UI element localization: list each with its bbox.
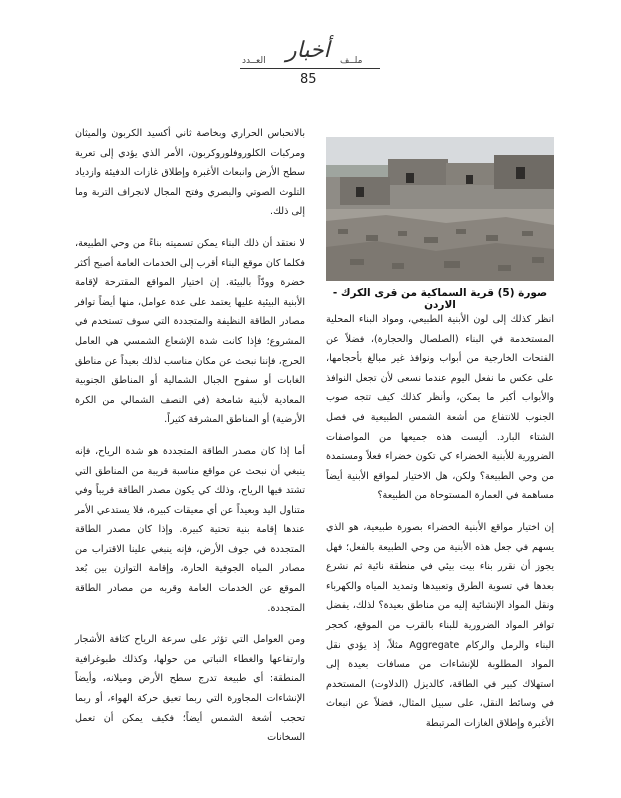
right-text-column [326,310,554,745]
magazine-header [240,36,380,76]
village-photo [326,137,554,281]
header-rule [240,68,380,69]
paragraph: بالانحباس الحراري وبخاصة ثاني أكسيد الكربون والميثان ومركبات الكلوروفلوروكربون، الأمر الذي يؤدي إلى تعرية سطح الأرض وانبعاث الأغبرة وإطلاق غازات الدفيئة وازدياد التلوث الصوتي والبصري وفتح المجال لانجراف التربة وما إلى ذلك. [75,128,305,218]
village-photo-illustration [326,137,554,281]
paragraph: إن اختيار مواقع الأبنية الخضراء بصورة طبيعية، هو الذي يسهم في جعل هذه الأبنية من وحي الطبيعة بالفعل؛ فهل يجوز أن نقرر بناء بيت بيئي في منطقة نائية ثم نشرع بعدها في تسوية الطرق وتعبيدها وتمديد المياه والكهرباء ونقل المواد الإنشائية إليه من مناطق بعيدة؟ لذلك، يفضل توافر المواد الضرورية للبناء بالقرب من الموقع، كحجر البناء والرمل والركام Aggregate مثلاً، إذ يؤدي نقل المواد المطلوبة للإنشاءات من مسافات بعيدة إلى استهلاك كبير في الطاقة، كالديزل (الدلاوت) المستخدم في وسائط النقل، على سبيل المثال، فضلاً عن انبعاث الأغبرة وإطلاق الغازات المرتبطة [326,521,554,729]
paragraph: لا نعتقد أن ذلك البناء يمكن تسميته بناءً من وحي الطبيعة، فكلما كان موقع البناء أقرب إلى الخدمات العامة أصبح أكثر خضرة وودّاً بالبيئة. إن اختيار المواقع المقترحة لإقامة الأبنية البيئية عليها يعتمد على عدة عوامل، منها أيضاً توافر مصادر الطاقة النظيفة والمتجددة التي سوف تستخدم في المشروع؛ فإذا كانت شدة الإشعاع الشمسي هي العامل الحرج، فإننا نبحث عن مكان مناسب لذلك بعيداً عن مناطق الغابات أو سفوح الجبال الشمالية أو المناطق الجنوبية المعادية لأبنية شامخة (في النصف الشمالي من الكرة الأرضية) أو المناطق المشرقة كثيراً. [75,237,305,426]
paragraph: ومن العوامل التي تؤثر على سرعة الرياح كثافة الأشجار وارتفاعها والغطاء النباتي من حولها، وكذلك طبوغرافية المنطقة: أي طبيعة تدرج سطح الأرض وميلانه، وأيضاً الإنشاءات المجاورة التي ربما تعيق حركة الهواء، أو ربما تحجب أشعة الشمس أيضاً؛ فكيف يمكن أن تعمل السخانات [75,634,305,744]
left-text-column [75,124,305,760]
page-number: 85 [300,72,317,87]
photo-caption: صورة (5) قرية السماكية من قرى الكرك - الاردن [332,287,548,311]
magazine-logo: أخبار [286,38,330,63]
header-issue-label: العــدد [242,56,266,66]
paragraph: انظر كذلك إلى لون الأبنية الطبيعي، ومواد البناء المحلية المستخدمة في البناء (الصلصال والحجارة)، فضلاً عن الفتحات الخارجية من أبواب ونوافذ غير مبالغ بأحجامها، على عكس ما نفعل اليوم عندما نسعى لأن تجعل النوافذ والأبواب أكبر ما يمكن، وأنظر كذلك كيف تتجه صوب الجنوب للانتفاع من أشعة الشمس الطبيعية في فصل الشتاء البارد. أليست هذه جميعها من المواصفات الضرورية للأبنية الخضراء كي تكون خضراء فعلاً ومستمدة من وحي الطبيعة؟ ولكن، هل الاختيار لمواقع الأبنية أيضاً مساهمة في العمارة المستوحاة من الطبيعة؟ [326,314,554,502]
paragraph: أما إذا كان مصدر الطاقة المتجددة هو شدة الرياح، فإنه ينبغي أن نبحث عن مواقع مناسبة قريبة من المناطق التي تشتد فيها الرياح، وذلك كي يكون مصدر الطاقة قريباً وفي متناول اليد وبعيداً عن أي معيقات كبيرة، فلا يستدعي الأمر عندها إقامة بنية تحتية كبيرة. وإذا كان مصدر الطاقة المتجددة في جوف الأرض، فإنه ينبغي علينا الاقتراب من مصادر المياه الجوفية الحارة، وإقامة التوازن بين بُعد الموقع عن الخدمات العامة وقربه من مصادر الطاقة المتجددة. [75,445,305,614]
header-section-label: ملــف [340,56,363,66]
